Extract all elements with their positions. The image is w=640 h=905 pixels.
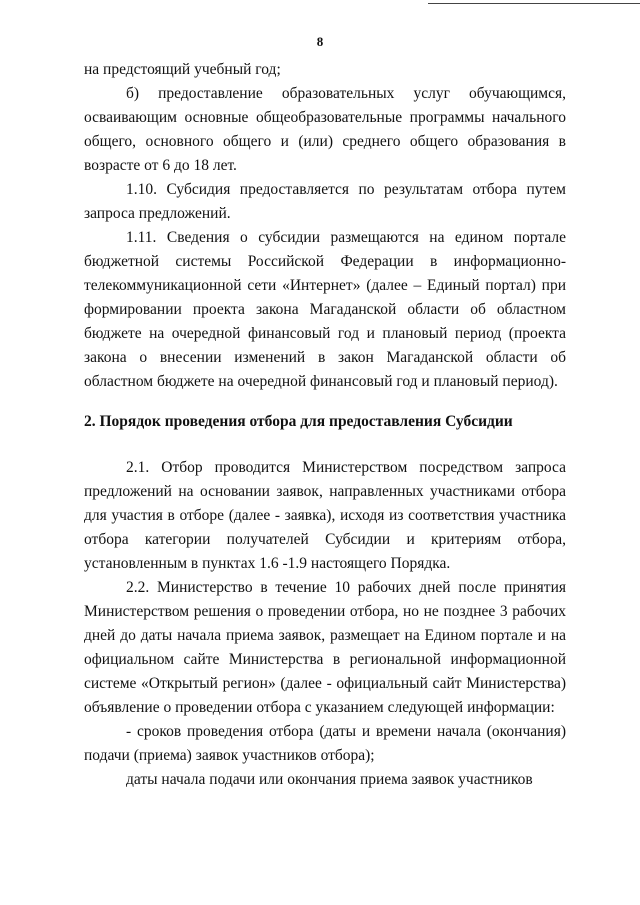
page-number: 8 [316, 34, 324, 49]
paragraph-list-item: - сроков проведения отбора (даты и времени начала (окончания) подачи (приема) заявок участников отбора); [84, 723, 566, 764]
paragraph-continuation: на предстоящий учебный год; [84, 61, 281, 78]
paragraph-item-b: б) предоставление образовательных услуг обучающимся, осваивающим основные общеобразовательные программы начального общего, основного общего и (или) среднего общего образования в возрасте от 6 до 18 лет. [84, 85, 566, 174]
paragraph-1-11: 1.11. Сведения о субсидии размещаются на едином портале бюджетной системы Российской Федерации в информационно-телекоммуникационной сети «Интернет» (далее – Единый портал) при формировании проекта закона Магаданской области об областном бюджете на очередной финансовый год и плановый период (проекта закона о внесении изменений в закон Магаданской области об областном бюджете на очередной финансовый год и плановый период). [84, 229, 566, 390]
paragraph-1-10: 1.10. Субсидия предоставляется по результатам отбора путем запроса предложений. [84, 181, 566, 222]
top-rule [428, 3, 640, 4]
paragraph-2-2: 2.2. Министерство в течение 10 рабочих дней после принятия Министерством решения о проведении отбора, но не позднее 3 рабочих дней до даты начала приема заявок, размещает на Едином портале и на официальном сайте Министерства в региональной информационной системе «Открытый регион» (далее - официальный сайт Министерства) объявление о проведении отбора с указанием следующей информации: [84, 579, 566, 716]
document-body [84, 58, 566, 792]
paragraph-truncated: даты начала подачи или окончания приема заявок участников [126, 771, 533, 788]
paragraph-2-1: 2.1. Отбор проводится Министерством посредством запроса предложений на основании заявок, направленных участниками отбора для участия в отборе (далее - заявка), исходя из соответствия участника отбора категории получателей Субсидии и критериям отбора, установленным в пунктах 1.6 -1.9 настоящего Порядка. [84, 459, 566, 572]
section-heading-2: 2. Порядок проведения отбора для предоставления Субсидии [84, 413, 513, 430]
